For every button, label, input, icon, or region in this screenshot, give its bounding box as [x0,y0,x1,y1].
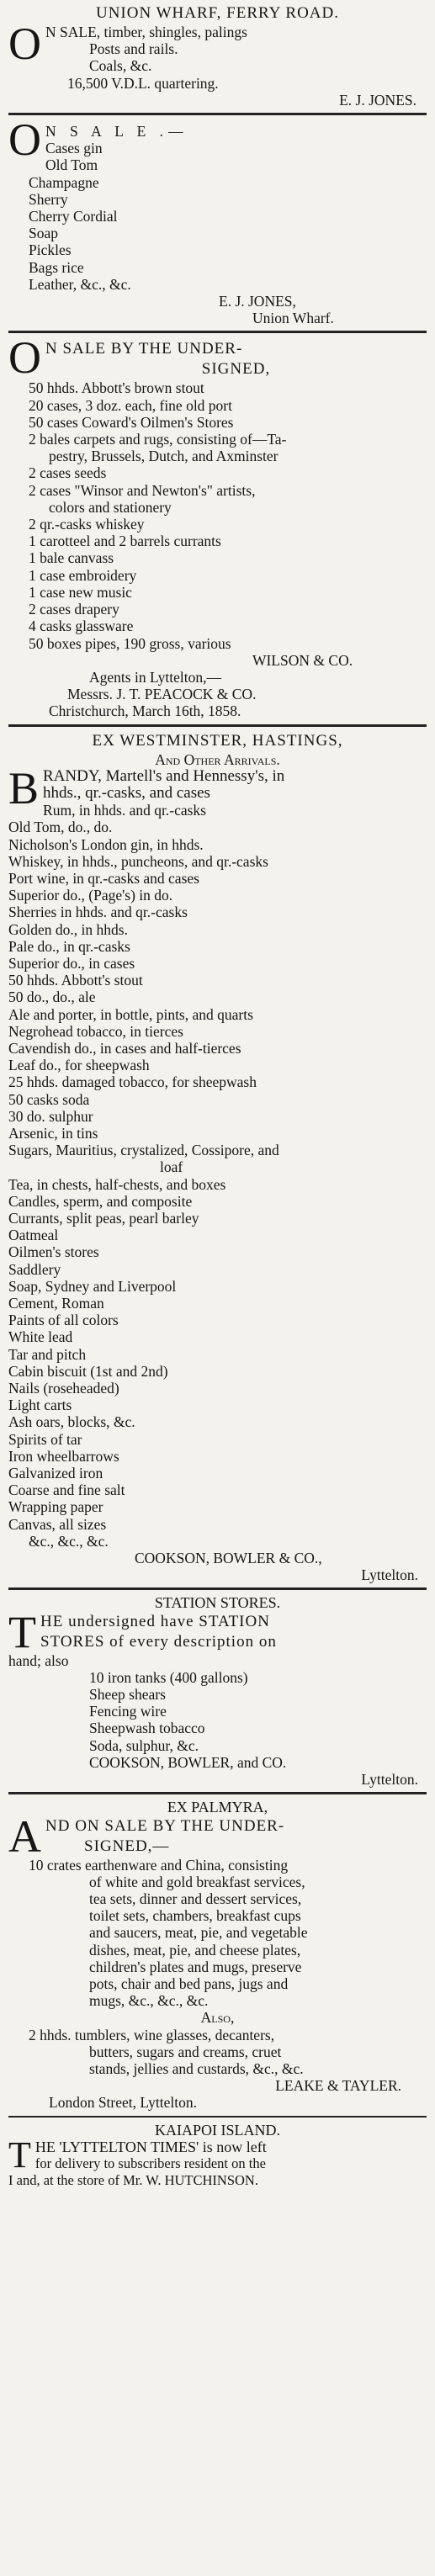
ad-heading: EX PALMYRA, [167,1799,268,1816]
ad-kaiapoi [8,2122,427,2190]
ad-item: Port wine, in qr.-casks and cases [8,869,199,887]
ad-item: 2 cases drapery [29,601,119,618]
ad-item: Pale do., in qr.-casks [8,937,130,955]
ad-item: Tea, in chests, half-chests, and boxes [8,1175,226,1193]
ad-item: Superior do., (Page's) in do. [8,887,173,904]
ad-lead: SIGNED,— [84,1837,170,1855]
ad-item: Paints of all colors [8,1312,119,1329]
ad-item: Soap [29,225,58,242]
ad-agents-name: Messrs. J. T. PEACOCK & CO. [67,686,257,703]
ad-item: Galvanized iron [8,1465,103,1482]
ad-item: Wrapping paper [8,1498,103,1516]
ad-cookson-westminster [8,731,427,1584]
ad-item: Superior do., in cases [8,954,135,972]
ad-item: 2 cases "Winsor and Newton's" artists, [29,481,256,499]
ad-item: Sheep shears [89,1686,166,1704]
ad-item: 25 hhds. damaged tobacco, for sheepwash [8,1073,257,1091]
ad-title: N SALE BY THE UNDER- [45,340,243,358]
ad-on-sale-jones [8,114,427,327]
ad-item: 50 cases Coward's Oilmen's Stores [29,413,234,431]
column-rule [8,2116,427,2118]
ad-heading: UNION WHARF, FERRY ROAD. [95,4,340,22]
ad-date: Christchurch, March 16th, 1858. [49,702,241,720]
ad-item: Leather, &c., &c. [29,275,131,293]
column-rule [8,724,427,727]
ad-item: Sheepwash tobacco [89,1720,205,1737]
ad-item: Nails (roseheaded) [8,1380,119,1397]
ad-item: pestry, Brussels, Dutch, and Axminster [49,448,279,465]
ad-lead: for delivery to subscribers resident on the [34,2155,266,2171]
ad-signature: E. J. JONES, [219,293,296,310]
ad-line: Posts and rails. [89,40,178,58]
ad-item: Currants, split peas, pearl barley [8,1210,199,1227]
ad-item: Light carts [8,1397,72,1414]
ad-item: Pickles [29,241,72,259]
drop-cap: A [8,1810,41,1862]
ad-item: loaf [160,1158,183,1176]
drop-cap: O [8,332,41,384]
ad-item: Coarse and fine salt [8,1481,125,1499]
drop-cap: B [8,762,40,814]
ad-line: N SALE, timber, shingles, palings [45,24,247,40]
ad-item: Spirits of tar [8,1430,82,1448]
ad-item: 2 qr.-casks whiskey [29,516,145,533]
ad-station-stores [8,1594,427,1788]
ad-item: Canvas, all sizes [8,1515,107,1533]
ad-item: 4 casks glassware [29,617,134,635]
ad-item: Iron wheelbarrows [8,1447,119,1465]
drop-cap: T [8,1606,36,1657]
ad-item: 50 hhds. Abbott's stout [8,972,143,989]
ad-item: Nicholson's London gin, in hhds. [8,835,204,853]
ad-body: 10 crates earthenware and China, consisting [29,1856,289,1874]
ad-lead: STORES of every description on [40,1632,277,1651]
ad-item: Negrohead tobacco, in tierces [8,1022,183,1040]
drop-cap: O [8,19,41,69]
column-rule [8,113,427,115]
ad-item: Sherries in hhds. and qr.-casks [8,904,188,921]
ad-subheading: And Other Arrivals. [155,750,280,768]
ad-item: Sugars, Mauritius, crystalized, Cossipore, and [8,1142,279,1159]
ad-agents: Agents in Lyttelton,— [89,668,222,686]
ad-signature: WILSON & CO. [252,651,353,669]
ad-item: Bags rice [29,258,84,276]
drop-cap: O [8,114,41,166]
ad-item: Golden do., in hhds. [8,920,128,938]
ad-item: Old Tom, do., do. [8,819,113,836]
ad-body: pots, chair and bed pans, jugs and [89,1974,289,1992]
ad-heading: STATION STORES. [154,1594,281,1612]
ad-lead: ND ON SALE BY THE UNDER- [45,1816,285,1835]
ad-item: 2 bales carpets and rugs, consisting of—Ta- [29,431,287,448]
ad-item: Soda, sulphur, &c. [89,1736,199,1754]
ad-place: Lyttelton. [361,1566,418,1584]
ad-item: Rum, in hhds. and qr.-casks [43,802,206,819]
ad-body: stands, jellies and custards, &c., &c. [89,2059,304,2077]
ad-body: tea sets, dinner and dessert services, [89,1890,302,1907]
ad-body: toilet sets, chambers, breakfast cups [89,1907,301,1925]
ad-item: Oilmen's stores [8,1243,99,1261]
ad-item: Oatmeal [8,1227,59,1244]
ad-line: Coals, &c. [89,57,152,75]
ad-item: 10 iron tanks (400 gallons) [89,1668,248,1686]
ad-item: 1 bale canvass [29,549,114,567]
ad-lead: HE 'LYTTELTON TIMES' is now left [34,2138,267,2155]
ad-item: 1 case new music [29,583,132,601]
ad-wilson [8,332,427,720]
ad-item: Cherry Cordial [29,208,118,225]
ad-item: 30 do. sulphur [8,1107,93,1125]
ad-body: children's plates and mugs, preserve [89,1958,302,1975]
ad-also: Also, [200,2009,235,2027]
ad-item: 20 cases, 3 doz. each, fine old port [29,396,233,414]
ad-item: 2 cases seeds [29,464,107,482]
column-rule [8,1587,427,1590]
ad-item: Leaf do., for sheepwash [8,1057,150,1074]
ad-item: Soap, Sydney and Liverpool [8,1277,177,1295]
ad-lead: I and, at the store of Mr. W. HUTCHINSON. [8,2172,258,2189]
ad-item: Saddlery [8,1260,61,1278]
ad-heading: EX WESTMINSTER, HASTINGS, [92,731,343,750]
ad-title: SIGNED, [201,360,271,379]
ad-item: Old Tom [45,156,98,174]
ad-place: London Street, Lyttelton. [49,2094,197,2112]
ad-item: &c., &c., &c. [29,1532,109,1550]
ad-place: Union Wharf. [252,310,334,327]
ad-body: dishes, meat, pie, and cheese plates, [89,1941,301,1959]
ad-title: N S A L E .— [45,123,188,140]
ad-item: Cavendish do., in cases and half-tierces [8,1039,241,1057]
drop-cap: T [8,2133,31,2176]
ad-item: Sherry [29,190,68,208]
ad-item: Ale and porter, in bottle, pints, and quarts [8,1005,253,1023]
ad-line: 16,500 V.D.L. quartering. [67,74,219,92]
ad-item: 50 casks soda [8,1090,90,1108]
ad-heading: KAIAPOI ISLAND. [155,2121,280,2139]
ad-body: and saucers, meat, pie, and vegetable [89,1924,308,1942]
ad-item-list [8,802,427,1550]
ad-union-wharf [8,0,427,109]
ad-lead: HE undersigned have STATION [40,1612,270,1630]
ad-lead: RANDY, Martell's and Hennessy's, in [43,766,285,785]
ad-item: Tar and pitch [8,1345,87,1363]
ad-lead: hhds., qr.-casks, and cases [43,783,210,802]
ad-signature: COOKSON, BOWLER, and CO. [89,1753,287,1771]
ad-item: Cabin biscuit (1st and 2nd) [8,1362,168,1380]
ad-item: colors and stationery [49,498,172,516]
ad-lead: hand; also [8,1651,69,1669]
ad-body: 2 hhds. tumblers, wine glasses, decanters, [29,2026,275,2043]
ad-item: White lead [8,1328,73,1346]
ad-item: 1 carotteel and 2 barrels currants [29,533,221,550]
ad-item: Cases gin [45,140,103,157]
ad-item: Fencing wire [89,1703,167,1720]
ad-signature: COOKSON, BOWLER & CO., [135,1550,322,1567]
ad-item: Cement, Roman [8,1295,104,1312]
column-rule [8,331,427,333]
ad-item: 50 do., do., ale [8,989,96,1006]
ad-item: Whiskey, in hhds., puncheons, and qr.-casks [8,852,268,870]
ad-body: butters, sugars and creams, cruet [89,2043,282,2060]
ad-item: Arsenic, in tins [8,1124,98,1142]
column-rule [8,1792,427,1794]
ad-signature: LEAKE & TAYLER. [275,2077,401,2095]
ad-item: 1 case embroidery [29,566,137,584]
ad-place: Lyttelton. [361,1771,418,1789]
ad-item: 50 hhds. Abbott's brown stout [29,379,204,397]
ad-body: mugs, &c., &c., &c. [89,1992,209,2010]
ad-palmyra [8,1799,427,2111]
ad-item: Ash oars, blocks, &c. [8,1413,135,1431]
ad-body: of white and gold breakfast services, [89,1873,305,1890]
ad-item: Candles, sperm, and composite [8,1192,193,1210]
ad-signature: E. J. JONES. [339,91,416,109]
ad-item: 50 boxes pipes, 190 gross, various [29,634,231,652]
ad-item: Champagne [29,173,99,191]
